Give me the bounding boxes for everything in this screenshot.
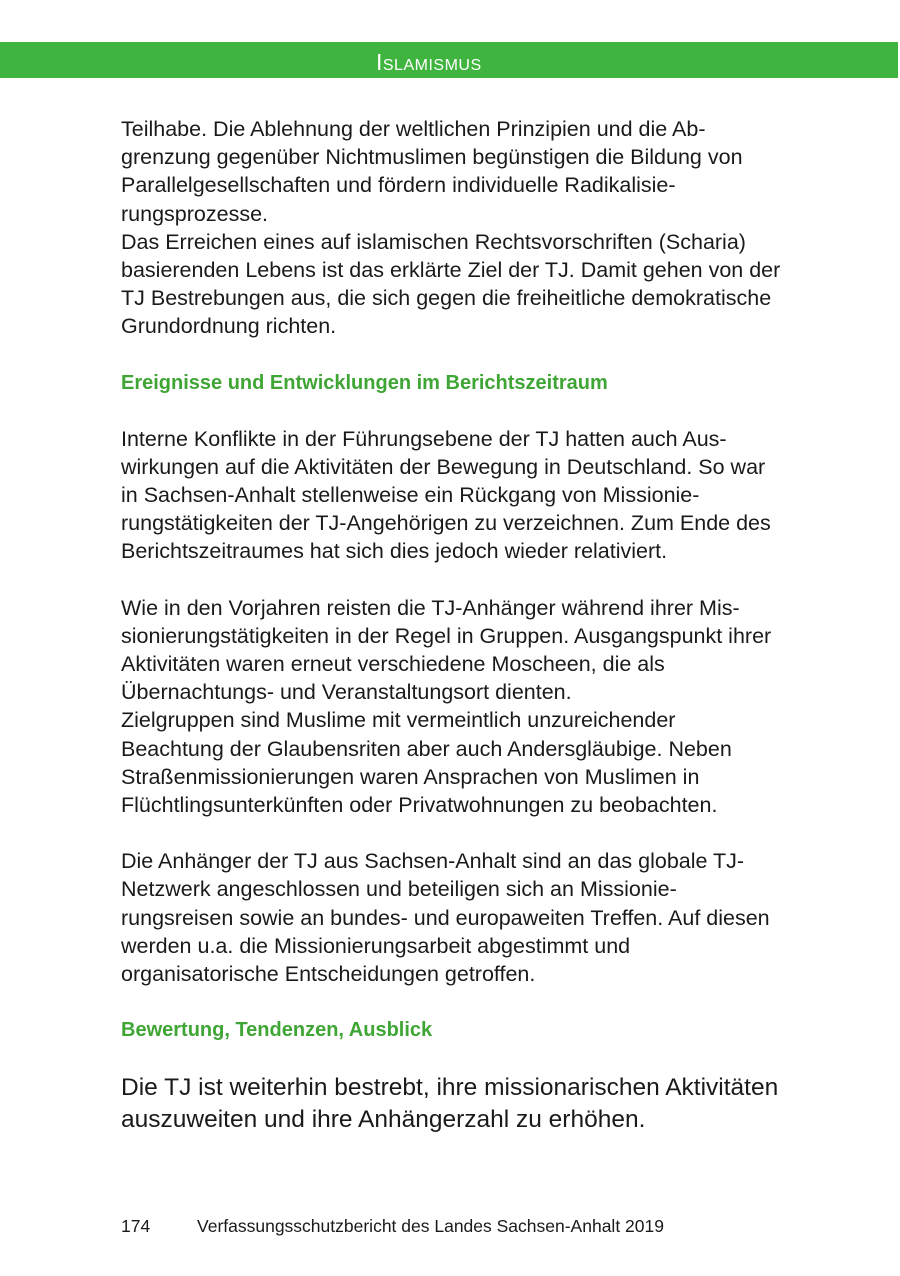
page-footer xyxy=(121,1214,664,1238)
page-number: 174 xyxy=(121,1216,151,1236)
body-paragraph: Wie in den Vorjahren reisten die TJ-Anhänger während ihrer Missionierungstätigkeiten in der Regel in Gruppen. Ausgangspunkt ihrer Aktivitäten waren erneut verschiedene Moscheen, die als Übernachtungs- und Veranstaltungsort dienten. xyxy=(121,595,772,705)
section-heading-events: Ereignisse und Entwicklungen im Berichtszeitraum xyxy=(121,371,608,394)
body-paragraph: Zielgruppen sind Muslime mit vermeintlich unzureichender Beachtung der Glaubensriten aber auch Andersgläubige. Neben Straßenmissionierungen waren Ansprachen von Muslimen in Flüchtlingsunterkünften oder Privatwohnungen zu beobachten. xyxy=(121,708,732,818)
section-heading-assessment: Bewertung, Tendenzen, Ausblick xyxy=(121,1019,433,1042)
body-paragraph: Die Anhänger der TJ aus Sachsen-Anhalt sind an das globale TJ-Netzwerk angeschlossen und beteiligen sich an Missionierungsreisen sowie an bundes- und europaweiten Treffen. Auf diesen werden u.a. die Missionierungsarbeit abgestimmt und organisatorische Entscheidungen getroffen. xyxy=(121,849,770,987)
body-paragraph: Teilhabe. Die Ablehnung der weltlichen Prinzipien und die Abgrenzung gegenüber Nichtmuslimen begünstigen die Bildung von Parallelgesellschaften und fördern individuelle Radikalisierungsprozesse. xyxy=(121,117,743,226)
chapter-title: Islamismus xyxy=(376,49,482,75)
body-paragraph: Das Erreichen eines auf islamischen Rechtsvorschriften (Scharia) basierenden Lebens ist das erklärte Ziel der TJ. Damit gehen von der TJ Bestrebungen aus, die sich gegen die freiheitliche demokratische Grundordnung richten. xyxy=(121,229,781,339)
page-content xyxy=(121,115,781,1136)
publication-title: Verfassungsschutzbericht des Landes Sachsen-Anhalt 2019 xyxy=(197,1216,664,1236)
conclusion-paragraph: Die TJ ist weiterhin bestrebt, ihre missionarischen Aktivitäten auszuweiten und ihre Anhängerzahl zu erhöhen. xyxy=(121,1074,779,1134)
chapter-header-bar xyxy=(0,42,898,78)
body-paragraph: Interne Konflikte in der Führungsebene der TJ hatten auch Auswirkungen auf die Aktivitäten der Bewegung in Deutschland. So war in Sachsen-Anhalt stellenweise ein Rückgang von Missionierungstätigkeiten der TJ-Angehörigen zu verzeichnen. Zum Ende des Berichtszeitraumes hat sich dies jedoch wieder relativiert. xyxy=(121,426,771,564)
